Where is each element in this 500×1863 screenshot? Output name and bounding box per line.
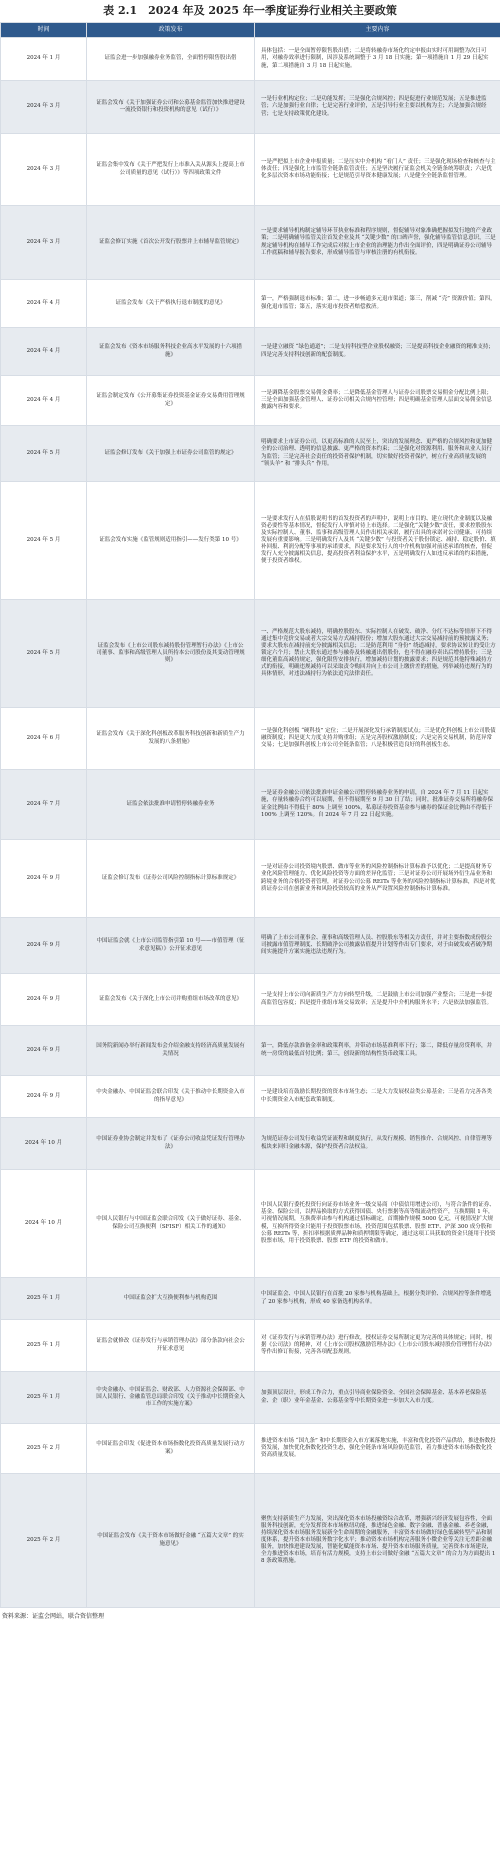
row-policy: 国务院新闻办举行新闻发布会介绍金融支持经济高质量发展有关情况 bbox=[87, 1026, 255, 1076]
row-time: 2025 年 2 月 bbox=[1, 1474, 87, 1608]
row-policy: 证监会进一步加强融券业务监管，全面暂停限售股出借 bbox=[87, 38, 255, 81]
row-content: 一是建设培育鼓励长期投资的资本市场生态；二是大力发展权益类公募基金；三是着力完善各类中长期资金入市配套政策制度。 bbox=[255, 1076, 500, 1118]
row-time: 2024 年 5 月 bbox=[1, 482, 87, 600]
row-content: 加强顶层设计，形成工作合力，重点引导商业保险资金、全国社会保障基金、基本养老保险基金、企（职）业年金基金、公募基金等中长期资金进一步加大入市力度。 bbox=[255, 1372, 500, 1424]
row-policy: 证监会修订实施《首次公开发行股票并上市辅导监管规定》 bbox=[87, 206, 255, 280]
row-time: 2024 年 9 月 bbox=[1, 918, 87, 974]
source-note: 资料来源：证监会网站，联合资信整理 bbox=[2, 1613, 105, 1620]
row-time: 2024 年 10 月 bbox=[1, 1118, 87, 1170]
row-time: 2024 年 4 月 bbox=[1, 280, 87, 328]
row-content: 一是建立融资 “绿色通道”；二是支持科技型企业股权融资；三是提高科技企业融资的精准支持；四是完善支持科技创新的配套制度。 bbox=[255, 328, 500, 376]
row-content: 明确要求上市证券公司，以更高标准的人民至上，突出的发展理念、更严格的合规风控和更加健全的公司治理、透明的信息披露、更严格的资本约束；二是强化对资源利用、服务和从业人员行为监管；三是完善社会责任的投资者保护机制，切实做好投资者保护，树立行业高质量发展的 “领头羊” 和 “排头兵” 作用。 bbox=[255, 426, 500, 482]
row-time: 2024 年 5 月 bbox=[1, 600, 87, 708]
row-content: 中国证监会、中国人民银行在首批 20 家参与机构基础上，根据分类评价、合规风控等条件增选了 20 家参与机构，形成 40 家备选机构名单。 bbox=[255, 1278, 500, 1320]
row-policy: 证监会集中发布《关于严把发行上市准入关从源头上提高上市公司质量的意见（试行）》等四项政策文件 bbox=[87, 134, 255, 206]
table-row bbox=[1, 918, 500, 974]
row-policy: 中央金融办、中国证监会、财政部、人力资源社会保障部、中国人民银行、金融监管总局联合印发《关于推动中长期资金入市工作的实施方案》 bbox=[87, 1372, 255, 1424]
row-policy: 证监会发布《关于严格执行退市制度的意见》 bbox=[87, 280, 255, 328]
row-time: 2025 年 1 月 bbox=[1, 1278, 87, 1320]
row-policy: 中国人民银行与中国证监会联合印发《关于做好证券、基金、保险公司互换便利（SFISF）相关工作的通知》 bbox=[87, 1170, 255, 1278]
row-content: 对《证券发行与承销管理办法》进行修改，授权证券交易所制定更为完善的具体规定；同时，根据《公司法》的精神，对《上市公司股权激励管理办法》《上市公司股东减持股份管理暂行办法》等作出修订衔接，完善各项配套规则。 bbox=[255, 1320, 500, 1372]
row-policy: 证监会发布实施《监管规则适用指引——发行类第 10 号》 bbox=[87, 482, 255, 600]
row-content: 中国人民银行委托投资行向证券市场业务一级交易商（中债信用增进公司），与符合条件的证券、基金、保险公司，以押品换取的方式获得国债、央行票据等高等级流动性资产，互换期限 1 年，可视情况展期，互换费率由参与机构通过招标确定，首期操作规模 5000 亿元，可视情况扩大规模，互换所得资金只能用于投资股票市场，投资范围包括股票、股票 ETF、沪深 300 成分股和公募 REITs 等，折扣率根据质押品种和质押期限等确定，通过这项工具获取的资金只能用于投资股票市场，用于投资股票、股票 ETF 的投资和做市。 bbox=[255, 1170, 500, 1278]
policy-table bbox=[0, 22, 500, 1608]
row-content: 一是支持上市公司向新质生产力方向转型升级，二是鼓励上市公司加强产业整合；三是进一步提高监管包容度；四是提升重组市场交易效率；五是提升中介机构服务水平；六是依法加强监管。 bbox=[255, 974, 500, 1026]
row-policy: 证监会修订发布《关于加强上市证券公司监管的规定》 bbox=[87, 426, 255, 482]
row-content: 为规范证券公司发行收益凭证流程和制度执行，从发行规模、销售推介、合规风控、自律管理等板块来回归金融本源，保护投资者合法权益。 bbox=[255, 1118, 500, 1170]
row-policy: 证监会发布《关于深化科创板改革服务科技创新和新质生产力发展的八条措施》 bbox=[87, 708, 255, 770]
table-row bbox=[1, 426, 500, 482]
row-policy: 证监会制定发布《公开募集证券投资基金证券交易费用管理规定》 bbox=[87, 376, 255, 426]
row-policy: 证监会发布《关于加强证券公司和公募基金监管加快推进建设一流投资银行和投资机构的意见（试行）》 bbox=[87, 81, 255, 134]
row-content: 一是对证券公司投资境内股票、做市等业务的风险控制指标计算标准予以优化；二是提高财务专业化风险管理能力、优化风险投资等方面的差异化监管；三是对证券公司开展场外衍生品业务和跨境业务的合格投资者管理，对证券公司公募 REITs 等业务的风险控制指标计算标准，四是对优质证券公司在创新业务和风险投资较高的业务从严设置风险控制指标计算标准。 bbox=[255, 840, 500, 918]
row-content: 一是行业机构定位；二是功能发挥；三是强化合规风控；四是促进行业规范发展；五是推进监管；六是加强行业自律；七是完善行业评价，五是引导行业主要以机构为主；六是加强合规经营；七是支持政策优化建设。 bbox=[255, 81, 500, 134]
table-row bbox=[1, 328, 500, 376]
table-row bbox=[1, 1026, 500, 1076]
row-time: 2024 年 9 月 bbox=[1, 1076, 87, 1118]
row-policy: 证监会发布《资本市场服务科技企业高水平发展的十六项措施》 bbox=[87, 328, 255, 376]
table-row bbox=[1, 206, 500, 280]
row-time: 2025 年 2 月 bbox=[1, 1424, 87, 1474]
row-policy: 中国证券业协会制定并发布了《证券公司收益凭证发行管理办法》 bbox=[87, 1118, 255, 1170]
table-row bbox=[1, 482, 500, 600]
table-row bbox=[1, 1278, 500, 1320]
table-row bbox=[1, 376, 500, 426]
table-row bbox=[1, 1320, 500, 1372]
row-content: 第一，降低存款准备金率和政策利率，并带动市场基准利率下行；第二，降低存量房贷利率，并统一房贷的最低首付比例；第三，创设新的结构性货币政策工具。 bbox=[255, 1026, 500, 1076]
row-time: 2025 年 1 月 bbox=[1, 1372, 87, 1424]
row-time: 2024 年 9 月 bbox=[1, 840, 87, 918]
row-time: 2024 年 9 月 bbox=[1, 974, 87, 1026]
table-row bbox=[1, 770, 500, 840]
table-title: 表 2.1 2024 年及 2025 年一季度证券行业相关主要政策 bbox=[103, 4, 397, 17]
row-policy: 中国证监会印发《促进资本市场指数化投资高质量发展行动方案》 bbox=[87, 1424, 255, 1474]
row-time: 2025 年 1 月 bbox=[1, 1320, 87, 1372]
table-row bbox=[1, 1118, 500, 1170]
row-content: 推进资本市场 “国九条” 和中长期资金入市方案落地实施，丰富和优化投资产品供给，推进指数投资发展，加快优化指数化投资生态，强化全链条市场风险防范监管，着力推进资本市场指数化投资高质量发展。 bbox=[255, 1424, 500, 1474]
row-time: 2024 年 4 月 bbox=[1, 376, 87, 426]
table-row bbox=[1, 81, 500, 134]
table-row bbox=[1, 280, 500, 328]
row-policy: 证监会发布《关于深化上市公司并购重组市场改革的意见》 bbox=[87, 974, 255, 1026]
header-policy: 政策发布 bbox=[87, 23, 255, 38]
row-time: 2024 年 7 月 bbox=[1, 770, 87, 840]
header-content: 主要内容 bbox=[255, 23, 500, 38]
table-header-row bbox=[1, 23, 500, 38]
row-content: 具体包括：一是全面暂停限售股出借；二是将转融券市场化约定申报由实时可用调整为次日可用，对融券效率进行限制，因涉及系统调整于 3 月 18 日实施；第一项措施自 1 月 29 日起实施，第二项措施自 3 月 18 日起实施。 bbox=[255, 38, 500, 81]
row-time: 2024 年 9 月 bbox=[1, 1026, 87, 1076]
row-policy: 中央金融办、中国证监会联合印发《关于推动中长期资金入市的指导意见》 bbox=[87, 1076, 255, 1118]
table-row bbox=[1, 600, 500, 708]
table-row bbox=[1, 1424, 500, 1474]
row-time: 2024 年 5 月 bbox=[1, 426, 87, 482]
row-time: 2024 年 3 月 bbox=[1, 81, 87, 134]
row-policy: 中国证监会就《上市公司监管指引第 10 号——市值管理（征求意见稿）》公开征求意见 bbox=[87, 918, 255, 974]
table-row bbox=[1, 1170, 500, 1278]
row-time: 2024 年 4 月 bbox=[1, 328, 87, 376]
row-time: 2024 年 1 月 bbox=[1, 38, 87, 81]
row-policy: 证监会依法批准申请暂停转融券业务 bbox=[87, 770, 255, 840]
row-content: 一是证券金融公司依法批准申证金融公司暂停转融券业务的申请，自 2024 年 7 月 11 日起实施，存量转融券合约可以展期，但不得展期至 9 月 30 日了结；同时，批准证券交易所将融券保证金比例由不得低于 80% 上调至 100%，私募证券投资基金参与融券的保证金比例由不得低于 100% 上调至 120%。自 2024 年 7 月 22 日起实施。 bbox=[255, 770, 500, 840]
row-policy: 证监会就修改《证券发行与承销管理办法》部分条款向社会公开征求意见 bbox=[87, 1320, 255, 1372]
row-policy: 证监会修订发布《证券公司风险控制指标计算标准规定》 bbox=[87, 840, 255, 918]
row-policy: 证监会发布《上市公司股东减持股份管理暂行办法》《上市公司董事、监事和高级管理人员所持本公司股份及其变动管理规则》 bbox=[87, 600, 255, 708]
table-row bbox=[1, 840, 500, 918]
row-policy: 中国证监会扩大互换便利参与机构范围 bbox=[87, 1278, 255, 1320]
row-content: 一是要求辅导机构制定辅导环节执业标准和程序规则，督促辅导对象准确把握拟发行地的产业政策；二是明确辅导监管关注首发企业及其 “关键少数” 的口碑声誉，强化辅导监管信息意识，三是规定辅导机构在辅导工作完成后对拟上市企业的治理能力作出全面评价，四是明确证券公司辅导工作底稿和辅导报告要求，形成辅导监管与审核注册的有机衔接。 bbox=[255, 206, 500, 280]
row-content: 一、严格规范大股东减持，明确控股股东、实际控制人在破发、破净、分红不达标等情形下不得通过集中竞价交易或者大宗交易方式减持股份；增加大股东通过大宗交易减持前的预披露义务；要求大股东在减持前充分披露相关信息；二是防范利用 “身份” 绕道减持，要求协议转让的受让方锁定六个月；禁止大股东通过参与融券及转融通出借股份，也不得在融券卖出后增持股份；三是细化董监高减持规定，强化限售安排执行，增加减持计划的披露要求；四是规范其他特殊减持方式的衔接，明确违规减持可以采取责令购回并向上市公司上缴价差的措施，列举减持违规行为的具体情形，对违法减持行为依法追究法律责任。 bbox=[255, 600, 500, 708]
row-content: 第一，严格强制退市标准；第二，进一步畅通多元退市渠道；第三，削减 “壳” 资源价值；第四，强化退市监管；第五，落实退市投资者赔偿救济。 bbox=[255, 280, 500, 328]
table-row bbox=[1, 1372, 500, 1424]
row-time: 2024 年 3 月 bbox=[1, 206, 87, 280]
row-content: 一是调降基金股票交易佣金费率；二是降低基金管理人与证券公司股票交易佣金分配比例上限；三是全面加强基金管理人、证券公司相关合规内控管理；四是明确基金管理人层面交易佣金信息披露内容和要求。 bbox=[255, 376, 500, 426]
table-row bbox=[1, 38, 500, 81]
row-content: 一是强化科创板 “硬科技” 定位；二是开展深化发行承销制度试点；三是优化科创板上市公司股债融资制度；四是更大力度支持并购重组；五是完善股权激励制度；六是完善交易机制，防范异常交易；七是加强科创板上市公司全链条监管；八是积极营造良好的科创板生态。 bbox=[255, 708, 500, 770]
row-time: 2024 年 10 月 bbox=[1, 1170, 87, 1278]
row-content: 聚焦支持新质生产力发展，突出深化资本市场投融资综合改革，增强新兴经济发展包容性，全面服务科技创新，充分发挥资本市场枢纽功能，推进绿色金融、数字金融、普惠金融、养老金融，持续深化资本市场服务发展新全生命周期的金融服务，丰富资本市场做好绿色低碳转型产品和制度体系，提升资本市场服务数字化水平；推动资本市场机构完善服务小微企业等关注无差距金融服务，加快推进建设发展，智能化赋能资本市场、提升资本市场服务质量，完善资本市场建设，全力推进资本市场，培育有活力规模，支持上市公司做好金融 “五篇大文章” 的合力为方面提出 18 条政策措施。 bbox=[255, 1474, 500, 1608]
table-row bbox=[1, 708, 500, 770]
row-content: 一是严把拟上市企业申报质量；二是压实中介机构 “看门人” 责任；三是强化现场检查和核查与主体责任；四是强化上市监管全链条监管责任；五是坚决履行证监会机关全链条统筹职责；六是优化多层次资本市场功能衔接；七是规范引导资本健康发展；八是健全全链条监督管理。 bbox=[255, 134, 500, 206]
table-row bbox=[1, 134, 500, 206]
row-content: 明确了上市公司董事会、董事和高级管理人员、控股股东等相关方责任，并对主要指数成份股公司披露市值管理制度、长期破净公司披露估值提升计划等作出专门要求，对于由破发或者破净期间实施提升方案实施违法违规行为。 bbox=[255, 918, 500, 974]
table-row bbox=[1, 1076, 500, 1118]
row-content: 一是要求发行人在招股说明书的首发投资者的声明中，说明上市目的、建立现代企业制度以及融资必要性等基本情况，督促发行人审慎对待上市选择。二是强化“关键少数”责任，要求控股股东及实际控制人、董事、监事和高级管理人员作出相关承诺，履行出具的承诺对公司健康、可持续发展有重要影响。三是明确发行人及其 “关键少数” 与投资者关于股份锁定、减持、稳定股价、填补回报、利润分配等事项的承诺要求，四是要求发行人的中介机构加强对前述承诺的核查，督促发行人充分披露相关信息，提高投资者利益保护水平，五是明确发行人如违反承诺的约束措施，便于投资者维权。 bbox=[255, 482, 500, 600]
table-row bbox=[1, 1474, 500, 1608]
row-time: 2024 年 3 月 bbox=[1, 134, 87, 206]
header-time: 时间 bbox=[1, 23, 87, 38]
table-row bbox=[1, 974, 500, 1026]
row-time: 2024 年 6 月 bbox=[1, 708, 87, 770]
row-policy: 中国证监会发布《关于资本市场做好金融 “五篇大文章” 的实施意见》 bbox=[87, 1474, 255, 1608]
